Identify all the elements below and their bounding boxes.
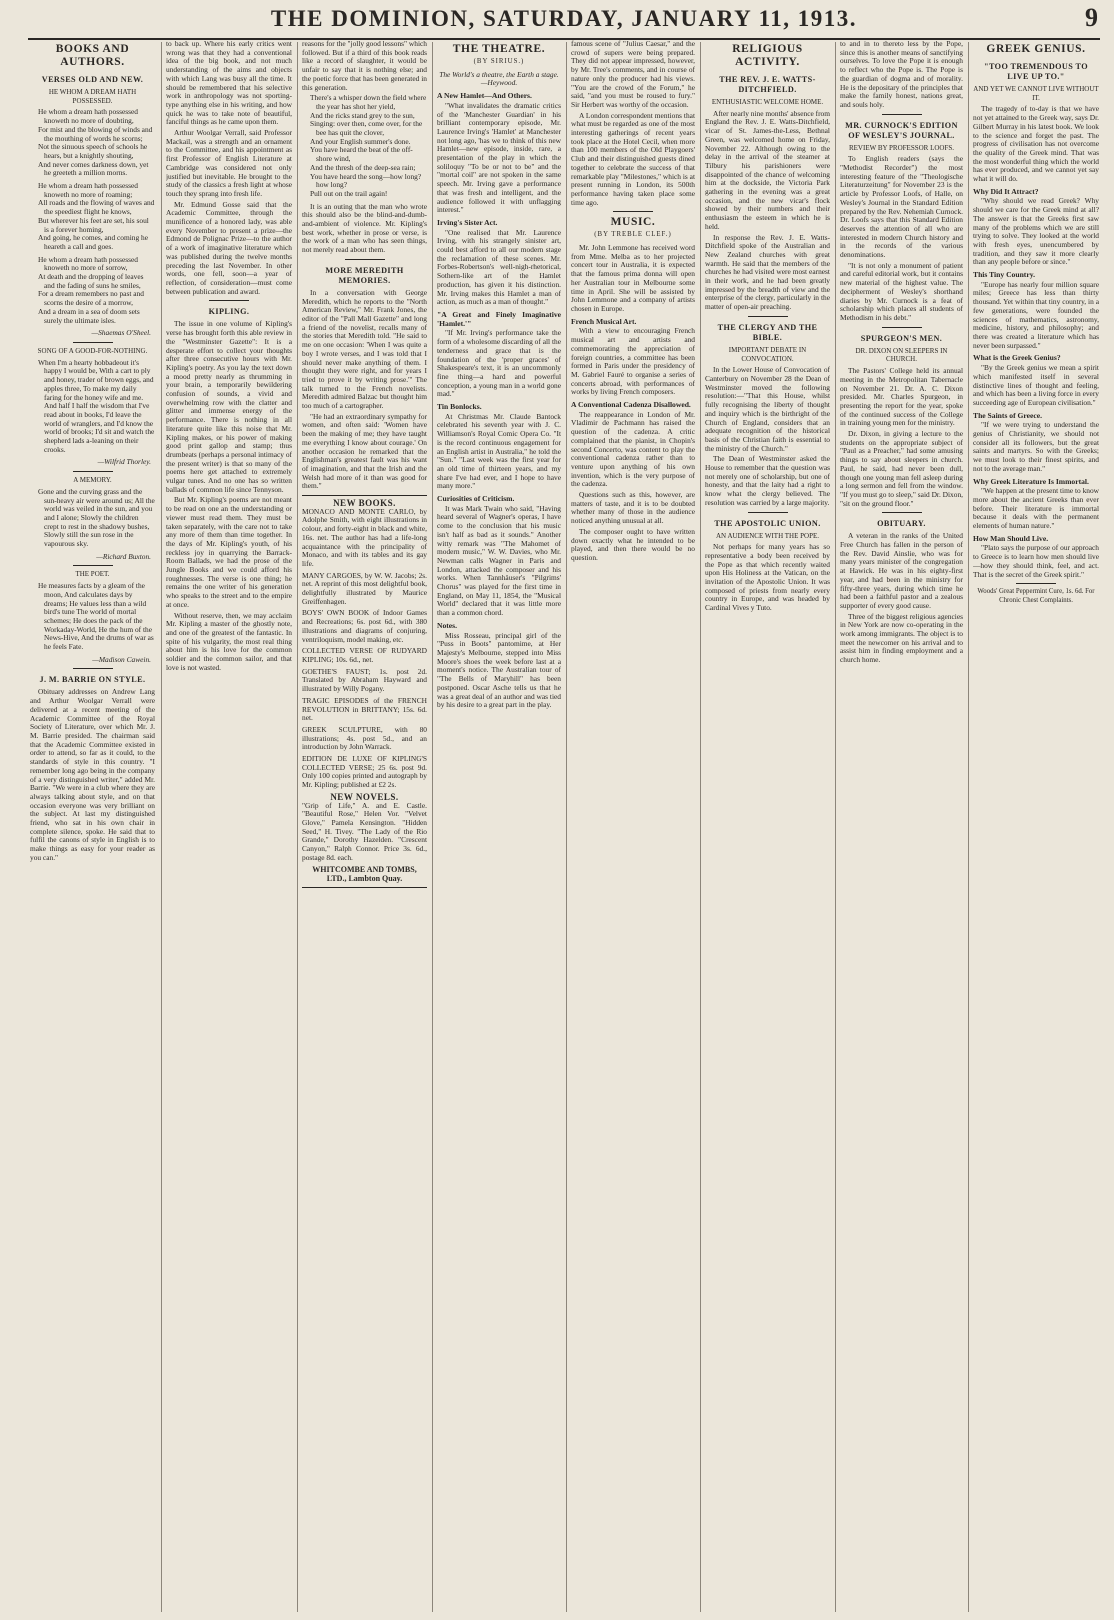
poem-line: For mist and the blowing of winds and the mouthing of words he scorns; <box>38 124 153 143</box>
subheading: Notes. <box>437 620 458 630</box>
article-paragraph: famous scene of "Julius Caesar," and the crowd of supers were being prepared. They did not appear impressed, however, by Mr. Tree's comments, and in course of nature only the producer had his views. "You are the crowd of the Forum," he said, "and you must be roused to fury." Sir Herbert was worthy of the occasion. <box>571 40 695 109</box>
poem-line: But wherever his feet are set, his soul is a forever homing, <box>38 215 149 234</box>
article-paragraph: The reappearance in London of Mr. Vladimir de Pachmann has raised the question of the cadenza. A critic complained that the pianist, in Chopin's second Concerto, was content to play the conventional cadenza rather than to venture upon anything of his own invention, which is the very purpose of the cadenza. <box>571 409 695 489</box>
article-paragraph: It is an outing that the man who wrote this should also be the blind-and-dumb-and-ambient of violence. Mr. Kipling's best work, whether in prose or verse, is the work of a man who has seen things, not merely read about them. <box>302 201 427 255</box>
advertisement <box>302 495 427 888</box>
footer-advertisement: Woods' Great Peppermint Cure, 1s. 6d. For Chronic Chest Complaints. <box>977 588 1095 604</box>
article-paragraph: Three of the biggest religious agencies in New York are now co-operating in the work among immigrants. The object is to meet the newcomer on his arrival and to assist him in finding employment and a church home. <box>840 611 963 665</box>
ad-item: COLLECTED VERSE OF RUDYARD KIPLING; 10s. 6d., net. <box>302 646 427 664</box>
poem-line: He whom a dream hath possessed knoweth no more of roaming; <box>38 181 138 199</box>
subsection-subtitle: AN AUDIENCE WITH THE POPE. <box>716 531 819 540</box>
article-paragraph: At Christmas Mr. Claude Bantock celebrated his seventh year with J. C. Williamson's Royal Comic Opera Co. "It is the record continuous engagement for an English artist in Australia," he told the "Sun." "Last week was the first year for an old time of thirteen years, and my share I've had ever, and I hope to have many more." <box>437 411 561 491</box>
subheading: What is the Greek Genius? <box>973 353 1061 363</box>
poem-line: You have heard the beat of the off-shore wind, <box>310 145 413 164</box>
poem-stanza <box>38 256 155 326</box>
ad-item: GOETHE'S FAUST; 1s. post 2d. Translated by Abraham Hayward and illustrated by Willy Pogany. <box>302 666 427 694</box>
ad-item: "Grip of Life," A. and E. Castle. "Beautiful Rose," Helen Vor. "Velvet Glove," Pamela Kensington. "Hidden Seed," H. Tivey. "The Lady of the Rio Grande," Dorothy Hazelden. "Crescent Canyon," Ralph Connor. Price 3s. 6d., postage 8d. each. <box>302 800 427 862</box>
article-paragraph: The issue in one volume of Kipling's verse has brought forth this able review in the "Westminster Gazette": It is a desperate effort to collect your thoughts after three consecutive hours with Mr. Kipling's poetry. As you lay the text down a mood pretty nearly as thrumming in your brain, a temporarily bewildering confusion of sounds, a vivid and overwhelming row with the clatter and glitter and immense energy of the performance. There is nothing in all literature quite like this noise that Mr. Kipling makes, or his power of making good print gallop and stamp; thus drumbeats (perhaps a personal intimacy of the present writer) is that so many of the poems here get attached to extremely vulgar tunes. And no one has so written ballads of common life since Tennyson. <box>166 319 292 494</box>
poem-title: A MEMORY. <box>73 476 112 485</box>
subheading: A Conventional Cadenza Disallowed. <box>571 400 691 410</box>
subheading: French Musical Art. <box>571 316 637 326</box>
column-religious <box>705 40 830 1614</box>
article-paragraph: The Dean of Westminster asked the House to remember that the question was not merely one of scholarship, but one of honesty, and that the laity had a right to know what the clergy believed. The resolution was carried by a large majority. <box>705 454 830 507</box>
article-paragraph: Dr. Dixon, in giving a lecture to the students on the appropriate subject of "Paul as a Preacher," had some amusing things to say about sleepers in church. Paul, he said, had never been dull, though one young man fell asleep during a long sermon and fell from the window. "If you must go to sleep," said Dr. Dixon, "sit on the ground floor." <box>840 429 963 508</box>
article-paragraph: Mr. Edmund Gosse said that the Academic Committee, through the munificence of a honored lady, was able every November to present a prize—the Edmond de Polignac Prize—to the author of a work of imaginative literature which was published during the twelve months preceding the last November. In other words, one fell, soon—a year of reflection, of consideration—must come between publication and award. <box>166 199 292 296</box>
subsection-heading: THE REV. J. E. WATTS-DITCHFIELD. <box>719 75 816 94</box>
article-paragraph: It was Mark Twain who said, "Having heard several of Wagner's operas, I have come to the conclusion that his music isn't half as bad as it sounds." Another witty remark was "The Mahomet of modern music," W. W. Davies, who Mr. Newman calls Wagner in Paris and London, attacked the composer and his works. When Tannhäuser's "Pilgrims' Chorus" was played for the first time in England, on May 11, 1854, the "Musical World" declared that it was little more than a common chord. <box>437 503 561 618</box>
ad-item: GREEK SCULPTURE, with 80 illustrations; 4s. post 5d., and an introduction by John Warrack. <box>302 724 427 752</box>
poem-title: SONG OF A GOOD-FOR-NOTHING. <box>37 346 148 355</box>
poem-line: He whom a dream hath possessed knoweth no more of doubting, <box>38 107 138 126</box>
divider <box>209 300 249 301</box>
section-heading: MUSIC. <box>610 216 656 229</box>
poem-line: Singing: over then, come over, for the bee has quit the clover, <box>310 119 423 138</box>
article-paragraph: Without reserve, then, we may acclaim Mr. Kipling a master of the ghostly note, and one of the greatest of the fantastic. In spite of his vulgarity, the most real thing about him is his love for the common soldier and the common sailor, and that love is not wasted. <box>166 610 292 672</box>
subsection-heading: OBITUARY. <box>877 519 926 529</box>
article-paragraph: A veteran in the ranks of the United Free Church has fallen in the person of the Rev. David Ainslie, who was for many years minister of the congregation at Hawick. He was in his eighty-first year, and had been in the ministry for fifty-three years, during which time he had been a faithful pastor and a zealous supporter of every good cause. <box>840 531 963 610</box>
section-heading: BOOKS AND AUTHORS. <box>55 43 130 68</box>
subheading: "A Great and Finely Imaginative 'Hamlet.'" <box>437 309 561 328</box>
ad-item: BOYS' OWN BOOK of Indoor Games and Recreations; 6s. post 6d., with 380 illustrations and diagrams of conjuring, ventriloquism, model making, etc. <box>302 608 427 644</box>
subsection-heading: MORE MEREDITH MEMORIES. <box>325 265 404 285</box>
column-books-and-authors <box>30 40 155 1614</box>
divider <box>613 211 653 212</box>
poem-line: There's a whisper down the field where the year has shot her yield, <box>310 93 427 111</box>
article-paragraph: "It is not only a monument of patient and careful editorial work, but it contains new material of the highest value. The decipherment of Wesley's shorthand diaries by Mr. Curnock is a feat of scholarship which places all students of Methodism in his debt." <box>840 260 963 322</box>
article-paragraph: "We happen at the present time to know more about the ancient Greeks than ever before. Their literature is immortal because it deals with the permanent elements of human nature." <box>973 486 1099 531</box>
poem-title: THE POET. <box>75 570 110 579</box>
ad-item: TRAGIC EPISODES of the FRENCH REVOLUTION in BRITTANY; 15s. 6d. net. <box>302 695 427 723</box>
divider <box>882 512 922 513</box>
poem-attribution: —Madison Cawein. <box>92 654 151 664</box>
poem-line: For a dream remembers no past and scorns the desire of a morrow, <box>38 289 144 308</box>
article-paragraph: "If Mr. Irving's performance take the form of a wholesome discarding of all the tenderness and grace that is the foundation of the 'proper graces' of Shakespeare's text, it is an uncommonly fine thing—a hard and powerful conception, a young man in a world gone mad." <box>437 328 561 399</box>
article-paragraph: "Plato says the purpose of our approach to Greece is to learn how men should live—how they should think, feel, and act. That is the secret of the Greek spirit." <box>973 543 1099 579</box>
ad-item: MANY CARGOES, by W. W. Jacobs; 2s. net. A reprint of this most delightful book, delightfully illustrated by Maurice Greiffenhagen. <box>302 570 427 606</box>
divider <box>882 327 922 328</box>
poem-line: Not the sinuous speech of schools he hears, but a knightly shouting, <box>38 142 148 160</box>
poem-line: At death and the dropping of leaves and the fading of suns he smiles, <box>38 272 144 290</box>
article-paragraph: reasons for the "jolly good lessons" which followed. But if a third of this book reads like a record of slaughter, it would be unfair to say that it is nothing else; and the poetic force that has been generated in this generation. <box>302 40 427 92</box>
column-rule <box>566 42 567 1612</box>
article-paragraph: "One realised that Mr. Laurence Irving, with his strangely sinister art, could best afford to all our modern stage the reclamation of these scenes. Mr. Forbes-Robertson's well-nigh-rhetorical, Sothern-like art of the Hamlet production, has given it his distinction. Mr. Irving makes this Hamlet a man of action, as much as a man of thought." <box>437 227 561 307</box>
article-paragraph: In a conversation with George Meredith, which he reports to the "North American Review," Mr. Frank Jones, the editor of the "Pall Mall Gazette" and long a friend of the novelist, recalls many of the stories that Meredith told. "He said to me on one occasion: 'When I was quite a boy I wrote verses, and I was told that I should never make anything of them. I thought they were right, and for years I tried to prove it by writing prose.'" The talk turned to the French novelists. Meredith admired Balzac but thought him too much of a cartographer. <box>302 287 427 411</box>
article-paragraph: "He had an extraordinary sympathy for women, and often said: 'Women have been the making of me; they have taught me everything I know about courage.' On another occasion he remarked that the Englishman's greatest fault was his want of imagination, and that the Irish and the Welsh had more of it than was good for them." <box>302 411 427 491</box>
subsection-heading: THE CLERGY AND THE BIBLE. <box>717 322 818 342</box>
article-paragraph: The tragedy of to-day is that we have not yet attained to the Greek way, says Dr. Gilbert Murray in his latest book. We look to the science and forget the past. The progress of civilisation has not overcome the quality of the Greek mind. That was the most wonderful thing which the world has ever produced, and we cannot yet say what it will do. <box>973 104 1099 184</box>
article-paragraph: But Mr. Kipling's poems are not meant to be read on one an the understanding or viewer must read them. They must be taken separately, with the care not to take any more of them than time together. In the days of Mr. Kipling's youth, of his reckless joy in quarrying the Barrack-Room Ballads, we had the prose of the Jungle Books and we could afford his roughnesses. The verse is one thing; he remains the one writer of his generation who speaks to the street and to the empire at once. <box>166 495 292 609</box>
poem-stanza <box>38 582 155 652</box>
poem-line: And the ricks stand grey to the sun, <box>310 110 415 120</box>
poem-line: And the thresh of the deep-sea rain; <box>310 162 416 172</box>
poem-attribution: —Shaemas O'Sheel. <box>91 328 151 338</box>
column-3 <box>302 40 427 1614</box>
poem-stanza <box>38 488 155 549</box>
poem-stanza <box>310 94 427 198</box>
section-heading: THE THEATRE. <box>452 43 546 55</box>
poem-line: Pull out on the trail again! <box>310 188 388 198</box>
divider <box>748 316 788 317</box>
poem-stanza <box>38 359 155 455</box>
subheading: The Saints of Greece. <box>973 410 1043 420</box>
article-paragraph: With a view to encouraging French musical art and artists and commemorating the appreciation of foreign countries, a committee has been formed in Paris under the presidency of M. Gabriel Fauré to organise a series of concerts abroad, with performances of works by living French composers. <box>571 326 695 397</box>
subheading: Curiosities of Criticism. <box>437 494 515 504</box>
subsection-subtitle: REVIEW BY PROFESSOR LOOFS. <box>848 143 955 152</box>
column-rule <box>161 42 162 1612</box>
poem-attribution: —Wilfrid Thorley. <box>97 457 151 467</box>
poem-line: All roads and the flowing of waves and the speediest flight he knows, <box>38 198 155 217</box>
subheading: Irving's Sister Act. <box>437 217 498 227</box>
article-paragraph: In response the Rev. J. E. Watts-Ditchfield spoke of the Australian and New Zealand churches with great warmth. He said that the members of the churches he had visited were most earnest in their work, and he had been greatly impressed by the breadth of view and the enterprise of the clergy, particularly in the matter of open-air preaching. <box>705 232 830 312</box>
divider <box>73 471 113 472</box>
poem-line: He whom a dream hath possessed knoweth no more of sorrow, <box>38 254 138 273</box>
article-paragraph: To English readers (says the "Methodist Recorder") the most interesting feature of the "Theologische Literaturzeitung" for November 23 is the article by Professor Loofs, of Halle, on Wesley's Journal in the Standard Edition prepared by the Rev. Nehemiah Curnock. Dr. Loofs says that this Standard Edition deserves the attention of all who are interested in modern Church history and in the records of the various denominations. <box>840 154 963 260</box>
masthead <box>28 4 1100 40</box>
subheading: Why Did It Attract? <box>973 186 1039 196</box>
ad-publisher: WHITCOMBE AND TOMBS, LTD., Lambton Quay. <box>312 865 417 884</box>
article-paragraph: The composer ought to have written down exactly what he intended to be played, and then there would be no question. <box>571 526 695 562</box>
column-rule <box>297 42 298 1612</box>
subsection-subtitle: ENTHUSIASTIC WELCOME HOME. <box>711 98 824 106</box>
subheading: Why Greek Literature Is Immortal. <box>973 476 1089 486</box>
subsection-subtitle: DR. DIXON ON SLEEPERS IN CHURCH. <box>855 346 948 364</box>
article-paragraph: Arthur Woolgar Verrall, said Professor Mackail, was a strength and an ornament to the Committee, and his appointment as first Professor of English Literature at Cambridge was considered not only justified but inevitable. He brought to the study of the classics a fresh light at whose touch they sprang into fresh life. <box>166 128 292 198</box>
article-paragraph: "If we were trying to understand the genius of Christianity, we should not consider all its followers, but the great saints and martyrs. So with the Greeks; we must look to their finest spirits, and not to the average man." <box>973 420 1099 473</box>
poem-line: And your English summer's done. <box>310 136 411 146</box>
article-paragraph: to back up. Where his early critics went wrong was that they had a conventional idea of the big book, and not much understanding of the aims and objects with which Lang was busy all the time. It should be remembered that his selective work in anthropology was not sporting-type anything else in his writing, and how quick he was to take note of beautiful, fanciful things as he came upon them. <box>166 40 292 127</box>
subheading: Tin Bonlocks. <box>437 402 482 412</box>
article-paragraph: "What invalidates the dramatic critics of the 'Manchester Guardian' in his brilliant contemporary episode, Mr. Laurence Irving's 'Hamlet' at Manchester not long ago, 'has we to think of this new Hamlet—new episode, inside, rare, a presentation of the play in which the soliloquy "To be or not to be" and the "mortal coil" are not spoken in the same speech. Mr. Irving gave a performance that was fresh and intelligent, and the audience followed it with unflagging interest." <box>437 100 561 215</box>
byline: (BY SIRIUS.) <box>473 58 525 65</box>
epigraph: The World's a theatre, the Earth a stage.—Heywood. <box>439 69 559 88</box>
article-paragraph: Obituary addresses on Andrew Lang and Arthur Woolgar Verrall were delivered at a recent meeting of the Academic Committee of the Royal Society of Literature, over which Mr. J. M. Barrie presided. The chairman said that the Academic Committee existed in order to attend, so far as it could, to the standards of style in this country. "I remember long ago being in the company of a very distinguished writer," added Mr. Barrie. "We were in a club where they are always talking about style, and on that occasion everyone was very brilliant on the subject. At last my distinguished friend, who sat in his own chair in complete silence, spoke. He said that to fulfil the canons of style in English is to make things as easy for your reader as you can." <box>30 687 155 862</box>
divider <box>882 114 922 115</box>
subsection-subtitle: IMPORTANT DEBATE IN CONVOCATION. <box>728 345 807 363</box>
subsection-heading: MR. CURNOCK'S EDITION OF WESLEY'S JOURNAL. <box>845 120 958 140</box>
subheading: How Man Should Live. <box>973 533 1049 543</box>
column-greek-genius <box>973 40 1099 1614</box>
column-theatre <box>437 40 561 1614</box>
article-paragraph: Mr. John Lemmone has received word from Mme. Melba as to her projected concert tour in Australia, it is expected that the famous prima donna will open her Australian tour in Melbourne some time in April. She will be assisted by John Lemmone and a company of artists chosen in Europe. <box>571 243 695 313</box>
column-rule <box>700 42 701 1612</box>
poem-text: When I'm a hearty hobbadeout it's happy I would be, With a cart to ply and honey, trader of brown eggs, and apples three, To make my daily faring for the honey wife and me. And half I half the wisdom that I've read about in books, I'd leave the world of wranglers, and I'd know the world of brooks; I'd sit and watch the shepherd lads a-leaning on their crooks. <box>38 357 155 454</box>
article-paragraph: In the Lower House of Convocation of Canterbury on November 28 the Dean of Westminster moved the following resolution:—"That this House, whilst fully recognising the liberty of thought and inquiry which is the birthright of the Church of England, considers that an adequate recognition of the historical basis of the Christian faith is essential to the ministry of the Church." <box>705 365 830 453</box>
divider <box>345 259 385 260</box>
subsection-heading: THE APOSTOLIC UNION. <box>714 518 821 528</box>
article-paragraph: Questions such as this, however, are matters of taste, and it is to be doubted whether many of those in the audience noticed anything unusual at all. <box>571 490 695 526</box>
article-paragraph: Miss Rosseau, principal girl of the "Puss in Boots" pantomime, at Her Majesty's Melbourne, stepped into Miss Moore's shoes the week before last at a moment's notice. The Australian tour of "The Bells of Maryhill" has been postponed. Oscar Asche tells us that he was a great deal of an author and was tied by his desire to a great part in the play. <box>437 630 561 710</box>
divider <box>748 512 788 513</box>
article-paragraph: to and in to thereto less by the Pope, since this is another means of sanctifying ourselves. To love the Pope it is enough to reflect who the Pope is. The Pope is the guardian of dogma and of morality. He is the depositary of the principles that make the family honest, nations great, and souls holy. <box>840 40 963 109</box>
subheading: A New Hamlet—And Others. <box>437 91 532 101</box>
poem-line: And never comes darkness down, yet he greeteth a million morns. <box>38 159 149 178</box>
article-paragraph: After nearly nine months' absence from England the Rev. J. E. Watts-Ditchfield, vicar of St. James-the-Less, Bethnal Green, was welcomed home on Friday, November 22. Although owing to the delay in the arrival of the steamer at Tilbury his parishioners were disappointed of the chance of welcoming him at the dockside, the Victoria Park gathering in the evening was a great occasion, and the new vicar's flock showed by their numbers and their enthusiasm the esteem in which he is held. <box>705 108 830 231</box>
article-paragraph: "Europe has nearly four million square miles; Greece has less than thirty thousand. Yet within that tiny country, in a few generations, were founded the sciences of mathematics, astronomy, medicine, history, and philosophy; and there was created a literature which has never been surpassed." <box>973 279 1099 350</box>
ad-item: MONACO AND MONTE CARLO, by Adolphe Smith, with eight illustrations in colour, and forty-eight in black and white, 16s. net. The author has had a life-long acquaintance with the principality of Monaco, and with its tables and its gay life. <box>302 506 427 568</box>
article-paragraph: A London correspondent mentions that what must be regarded as one of the most interesting gatherings of recent years took place at the Hotel Cecil, when more than 100 members of the Old Playgoers' Club and their distinguished guests dined together to celebrate the success of that remarkable play "Milestones," which is at present running in London, its 500th performance having taken place some time ago. <box>571 110 695 207</box>
column-2 <box>166 40 292 1614</box>
column-7 <box>840 40 963 1614</box>
masthead-title: THE DOMINION, SATURDAY, JANUARY 11, 1913. <box>270 6 858 31</box>
subheading: This Tiny Country. <box>973 270 1035 280</box>
subsection-heading: KIPLING. <box>208 307 250 317</box>
column-rule <box>432 42 433 1612</box>
section-heading: GREEK GENIUS. <box>986 43 1086 55</box>
subsection-heading: SPURGEON'S MEN. <box>860 333 943 343</box>
column-music <box>571 40 695 1614</box>
poem-attribution: —Richard Buxton. <box>96 551 151 561</box>
divider <box>1016 583 1056 584</box>
ad-heading: NEW BOOKS. <box>333 498 396 509</box>
ad-subheading: NEW NOVELS. <box>330 791 399 802</box>
poem-line: And going, he comes, and coming he heareth a call and goes. <box>38 233 149 251</box>
poem-text: Gone and the curving grass and the sun-heavy air were around us; All the world was veiled in the sun, and you and I alone; Slowly the children crept to rest in the shadowy bushes, Slowly still the sun rose in the vapourous sky. <box>38 486 155 549</box>
ad-item: EDITION DE LUXE OF KIPLING'S COLLECTED VERSE; 25 6s. post 9d. Only 100 copies printed and autograph by Mr. Kipling; published at £2 2s. <box>302 754 427 790</box>
divider <box>73 342 113 343</box>
article-paragraph: Not perhaps for many years has so representative a body been received by the Pope as that which recently waited upon His Holiness at the Vatican, on the invitation of the Apostolic Union. It was composed of priests from nearly every country in Europe, and was headed by Cardinal Vives y Tuto. <box>705 542 830 613</box>
poem-stanza <box>38 108 155 178</box>
column-rule <box>968 42 969 1612</box>
subsection-heading: J. M. BARRIE ON STYLE. <box>39 675 146 685</box>
subsection-heading: "TOO TREMENDOUS TO LIVE UP TO." <box>984 62 1088 81</box>
poem-line: And a dream in a sea of doom sets surely the ultimate isles. <box>38 306 140 325</box>
poem-text: He measures facts by a gleam of the moon, And calculates days by dreams; He values less than a wild bird's tune The world of mortal schemes; He does the pack of the Workaday-World, He the hum of the News-Hive, And the drums of war as he feels Fate. <box>38 581 154 652</box>
divider <box>73 565 113 566</box>
subsection-subtitle: AND YET WE CANNOT LIVE WITHOUT IT. <box>973 85 1099 102</box>
section-heading: RELIGIOUS ACTIVITY. <box>732 43 803 68</box>
column-rule <box>835 42 836 1612</box>
poem-title: HE WHOM A DREAM HATH POSSESSED. <box>48 88 137 105</box>
poem-line: You have heard the song—how long? how long? <box>310 171 422 190</box>
poem-stanza <box>38 182 155 252</box>
article-paragraph: "Why should we read Greek? Why should we care for the Greek mind at all? The answer is that the Greeks first saw many of the problems which we are still trying to solve. They looked at the world with fresh eyes, unencumbered by tradition, and they saw it more clearly than any people before or since." <box>973 196 1099 267</box>
byline: (BY TREBLE CLEF.) <box>594 231 672 239</box>
divider <box>73 668 113 669</box>
article-paragraph: "By the Greek genius we mean a spirit which manifested itself in several distinctive lines of thought and feeling, and which has been a living force in every succeeding age of European civilisation." <box>973 363 1099 407</box>
article-paragraph: The Pastors' College held its annual meeting in the Metropolitan Tabernacle on November 21. Dr. A. C. Dixon presided. Mr. Charles Spurgeon, in presenting the report for the year, spoke of the continued success of the College in training young men for the ministry. <box>840 366 963 428</box>
page-number: 9 <box>1085 3 1098 32</box>
subsection-heading: VERSES OLD AND NEW. <box>41 75 144 84</box>
